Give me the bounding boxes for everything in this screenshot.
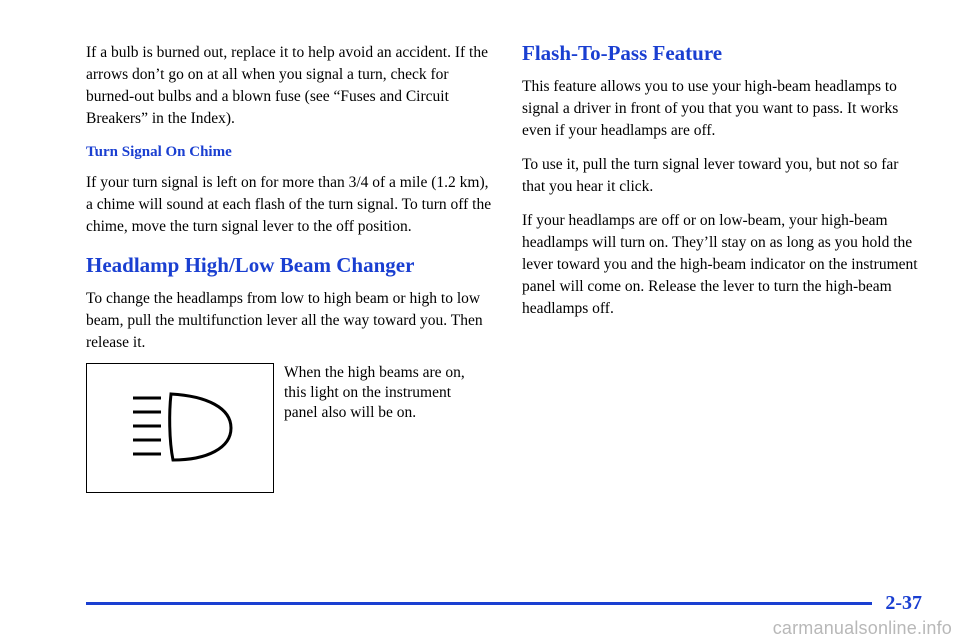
high-beam-callout — [86, 363, 494, 493]
high-beam-indicator-box — [86, 363, 274, 493]
headlamp-beam-changer-paragraph: To change the headlamps from low to high beam or high to low beam, pull the multifunction lever all the way toward you. Then release it. — [86, 290, 483, 351]
page-number: 2-37 — [885, 592, 922, 614]
turn-signal-chime-heading: Turn Signal On Chime — [86, 144, 232, 160]
intro-paragraph: If a bulb is burned out, replace it to help avoid an accident. If the arrows don’t go on at all when you signal a turn, check for burned-out bulbs and a blown fuse (see “Fuses and Circuit Breakers” in the Index). — [86, 44, 488, 127]
high-beam-indicator-icon — [127, 390, 237, 466]
turn-signal-chime-paragraph: If your turn signal is left on for more than 3/4 of a mile (1.2 km), a chime will sound at each flash of the turn signal. To turn off the chime, move the turn signal lever to the off position. — [86, 174, 492, 235]
high-beam-callout-text: When the high beams are on, this light on the instrument panel also will be on. — [284, 364, 465, 421]
right-column — [522, 42, 922, 332]
headlamp-beam-changer-heading: Headlamp High/Low Beam Changer — [86, 253, 415, 277]
flash-to-pass-paragraph-3: If your headlamps are off or on low-beam, your high-beam headlamps will turn on. They’ll stay on as long as you hold the lever toward you and the high-beam indicator on the instrument panel will come on. Release the lever to turn the high-beam headlamps off. — [522, 212, 918, 317]
flash-to-pass-paragraph-2: To use it, pull the turn signal lever toward you, but not so far that you hear it click. — [522, 156, 899, 195]
footer-rule — [86, 602, 872, 605]
flash-to-pass-paragraph-1: This feature allows you to use your high-beam headlamps to signal a driver in front of you that you want to pass. It works even if your headlamps are off. — [522, 78, 899, 139]
left-column — [86, 42, 494, 366]
flash-to-pass-heading: Flash-To-Pass Feature — [522, 41, 723, 65]
watermark: carmanualsonline.info — [772, 618, 952, 638]
